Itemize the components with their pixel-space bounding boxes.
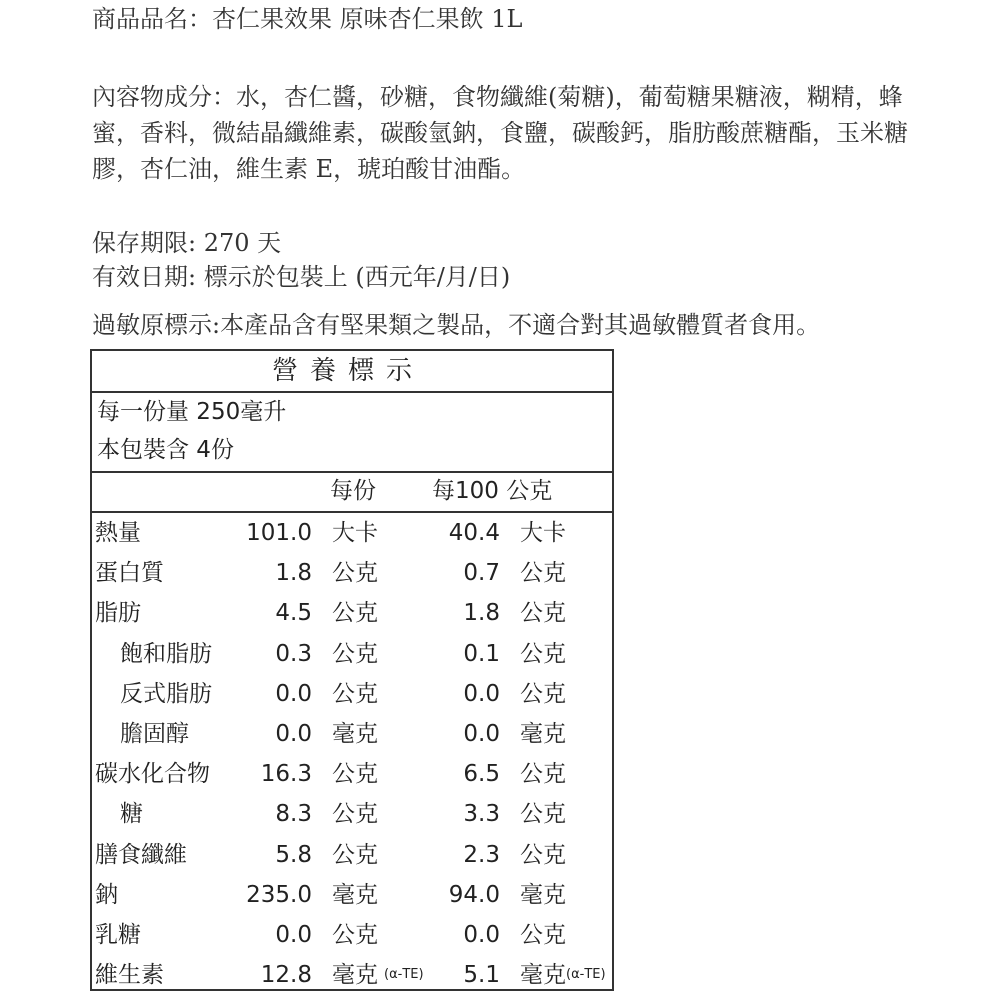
unit-per-serving: 公克 (332, 761, 378, 788)
unit-per-100: 毫克 (520, 881, 566, 908)
allergen-notice: 過敏原標示:本產品含有堅果類之製品，不適合對其過敏體質者食用。 (92, 311, 821, 339)
col-per-100: 每100 公克 (432, 478, 553, 504)
value-per-serving: 0.0 (275, 680, 312, 707)
nutrient-name: 飽和脂肪 (120, 640, 212, 667)
nutrient-name: 蛋白質 (95, 560, 164, 587)
value-per-serving: 12.8 (260, 962, 312, 989)
nutrient-name: 維生素 (95, 962, 164, 989)
unit-per-100: 大卡 (520, 520, 566, 546)
nutrient-name: 脂肪 (95, 600, 141, 627)
unit-per-100: 公克 (520, 560, 566, 587)
unit-per-100: 公克 (520, 841, 566, 868)
ingredients-line: 蜜，香料，微結晶纖維素，碳酸氫鈉，食鹽，碳酸鈣，脂肪酸蔗糖酯，玉米糖 (92, 119, 908, 147)
table-row (92, 714, 612, 754)
value-per-100: 0.0 (463, 680, 500, 707)
table-row (92, 553, 612, 593)
unit-per-serving: 公克 (332, 640, 378, 667)
nutrient-name: 膽固醇 (120, 720, 189, 747)
unit-per-100: 公克 (520, 680, 566, 707)
unit-per-serving: 公克 (332, 801, 378, 828)
unit-per-serving: 公克 (332, 600, 378, 627)
unit-per-100: 公克 (520, 761, 566, 788)
nutrition-title-row (92, 351, 612, 393)
value-per-serving: 0.0 (275, 921, 312, 948)
unit-per-serving: 公克 (332, 921, 378, 948)
unit-per-serving: 毫克 (332, 962, 378, 989)
unit-suffix: (α-TE) (384, 967, 424, 983)
value-per-100: 40.4 (448, 520, 500, 546)
ingredients-line: 內容物成分：水，杏仁醬，砂糖，食物纖維(菊糖)，葡萄糖果糖液，糊精，蜂 (92, 83, 903, 111)
unit-per-100: 公克 (520, 801, 566, 828)
unit-per-100: 毫克 (520, 720, 566, 747)
value-per-serving: 16.3 (260, 761, 312, 788)
value-per-serving: 0.0 (275, 720, 312, 747)
value-per-serving: 101.0 (246, 520, 312, 546)
value-per-serving: 4.5 (275, 600, 312, 627)
shelf-life: 保存期限: 270 天 (92, 229, 282, 257)
ingredients-line: 膠，杏仁油，維生素 E，琥珀酸甘油酯。 (92, 155, 526, 183)
unit-per-serving: 公克 (332, 841, 378, 868)
table-row (92, 875, 612, 915)
table-row (92, 674, 612, 714)
nutrient-name: 熱量 (95, 520, 141, 546)
table-row (92, 915, 612, 955)
nutrient-name: 膳食纖維 (95, 841, 187, 868)
value-per-100: 0.1 (463, 640, 500, 667)
nutrient-name: 鈉 (95, 881, 118, 908)
unit-suffix: (α-TE) (566, 967, 606, 983)
servings-per-pack: 本包裝含 4份 (97, 437, 234, 463)
table-row (92, 513, 612, 553)
value-per-100: 0.0 (463, 921, 500, 948)
nutrient-name: 糖 (120, 801, 143, 828)
value-per-100: 0.0 (463, 720, 500, 747)
value-per-100: 0.7 (463, 560, 500, 587)
unit-per-100: 毫克 (520, 962, 566, 989)
value-per-100: 2.3 (463, 841, 500, 868)
unit-per-serving: 毫克 (332, 881, 378, 908)
table-row (92, 835, 612, 875)
unit-per-serving: 毫克 (332, 720, 378, 747)
ingredients (92, 79, 932, 187)
table-row (92, 955, 612, 995)
value-per-serving: 235.0 (246, 881, 312, 908)
value-per-serving: 0.3 (275, 640, 312, 667)
product-name: 商品品名：杏仁果效果 原味杏仁果飲 1L (92, 5, 523, 33)
nutrition-title: 營養標示 (272, 356, 425, 386)
table-row (92, 754, 612, 794)
table-row (92, 634, 612, 674)
expiry-date: 有效日期: 標示於包裝上 (西元年/月/日) (92, 263, 511, 291)
col-per-serving: 每份 (330, 478, 376, 504)
value-per-serving: 1.8 (275, 560, 312, 587)
unit-per-100: 公克 (520, 600, 566, 627)
value-per-100: 3.3 (463, 801, 500, 828)
nutrient-name: 乳糖 (95, 921, 141, 948)
value-per-serving: 5.8 (275, 841, 312, 868)
nutrition-table (90, 349, 614, 991)
nutrition-rows (92, 513, 612, 995)
value-per-100: 1.8 (463, 600, 500, 627)
unit-per-serving: 公克 (332, 560, 378, 587)
unit-per-100: 公克 (520, 640, 566, 667)
table-row (92, 593, 612, 633)
unit-per-100: 公克 (520, 921, 566, 948)
value-per-100: 94.0 (448, 881, 500, 908)
nutrient-name: 反式脂肪 (120, 680, 212, 707)
value-per-100: 6.5 (463, 761, 500, 788)
unit-per-serving: 公克 (332, 680, 378, 707)
serving-size: 每一份量 250毫升 (97, 399, 287, 425)
nutrition-column-header (92, 471, 612, 513)
value-per-100: 5.1 (463, 962, 500, 989)
nutrient-name: 碳水化合物 (95, 761, 210, 788)
serving-info (92, 391, 612, 473)
value-per-serving: 8.3 (275, 801, 312, 828)
table-row (92, 794, 612, 834)
unit-per-serving: 大卡 (332, 520, 378, 546)
